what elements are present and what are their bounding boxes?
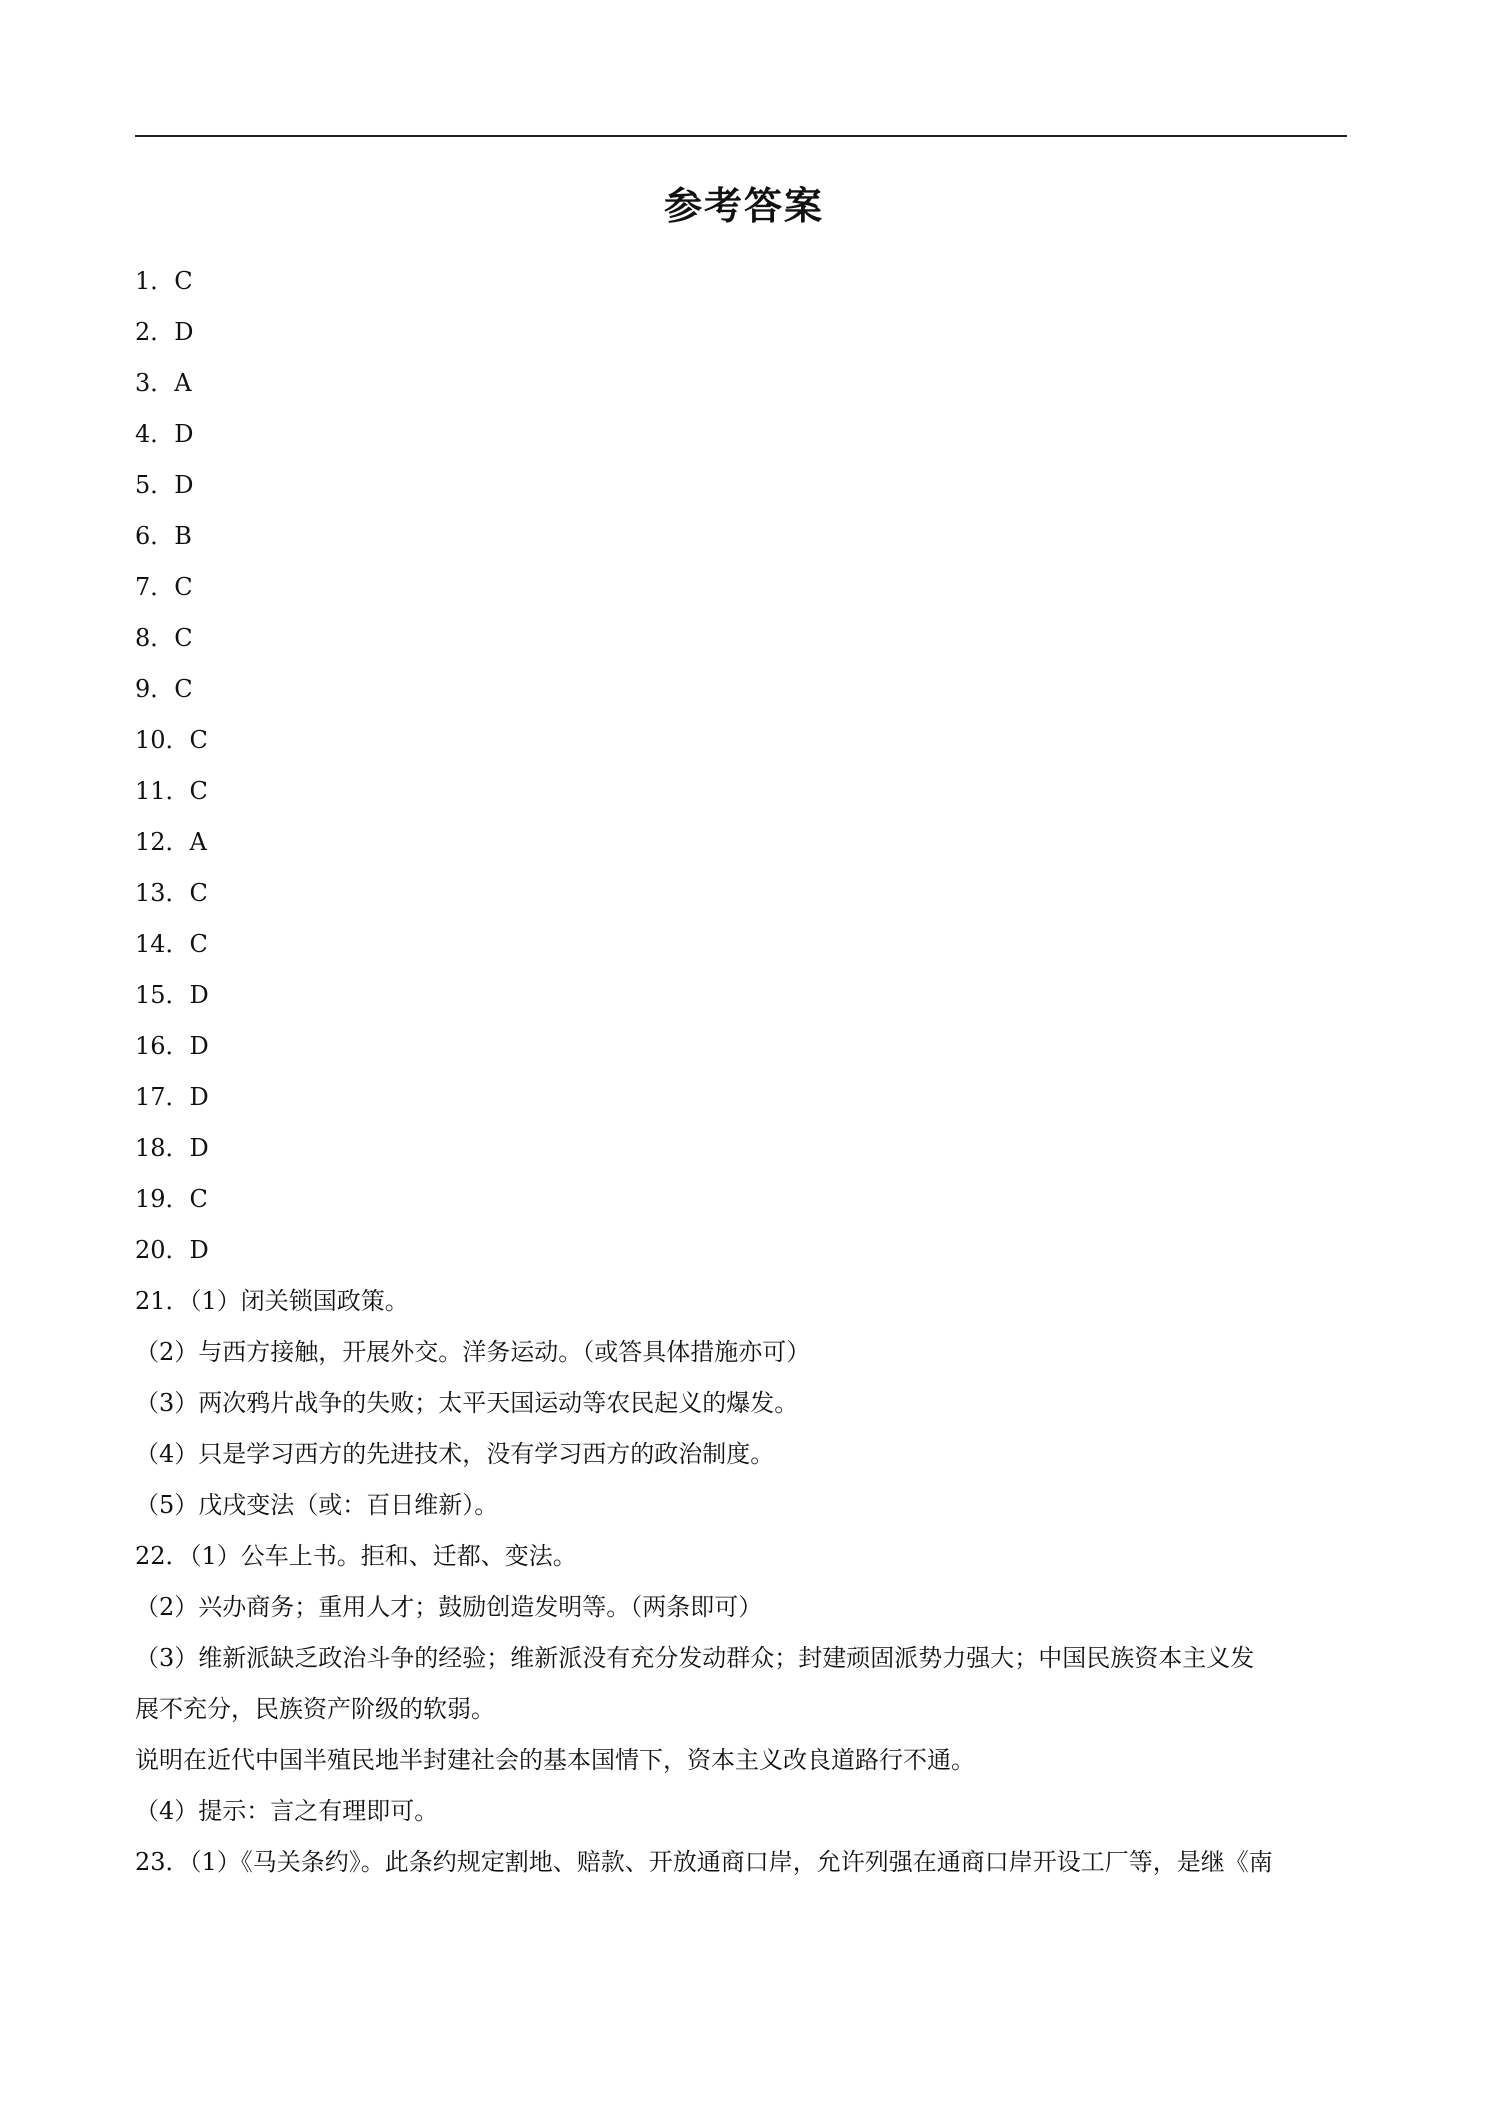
answer-item-9: 9．C (135, 675, 193, 703)
answer-item-19: 19．C (135, 1185, 208, 1213)
q22-part-3: （3）维新派缺乏政治斗争的经验；维新派没有充分发动群众；封建顽固派势力强大；中国民族资本主义发 (135, 1644, 1255, 1672)
answer-item-15: 15．D (135, 981, 209, 1009)
answer-list (135, 256, 1347, 1888)
answer-item-13: 13．C (135, 879, 208, 907)
q22-part-3-continued: 展不充分，民族资产阶级的软弱。 (135, 1695, 495, 1723)
q22-part-4: （4）提示：言之有理即可。 (135, 1797, 439, 1825)
answer-item-5: 5．D (135, 471, 194, 499)
q22-part-2: （2）兴办商务；重用人才；鼓励创造发明等。（两条即可） (135, 1593, 763, 1621)
answer-item-18: 18．D (135, 1134, 209, 1162)
q23-part-1: 23．（1）《马关条约》。此条约规定割地、赔款、开放通商口岸，允许列强在通商口岸开设工厂等，是继《南 (135, 1848, 1273, 1876)
answer-item-3: 3．A (135, 369, 192, 397)
answer-item-6: 6．B (135, 522, 192, 550)
q21-part-4: （4）只是学习西方的先进技术，没有学习西方的政治制度。 (135, 1440, 775, 1468)
q21-part-2: （2）与西方接触，开展外交。洋务运动。（或答具体措施亦可） (135, 1338, 811, 1366)
q22-part-1: 22．（1）公车上书。拒和、迁都、变法。 (135, 1542, 577, 1570)
answer-item-17: 17．D (135, 1083, 209, 1111)
answer-item-11: 11．C (135, 777, 208, 805)
answer-item-1: 1．C (135, 267, 193, 295)
q22-part-3-note: 说明在近代中国半殖民地半封建社会的基本国情下，资本主义改良道路行不通。 (135, 1746, 975, 1774)
answer-item-14: 14．C (135, 930, 208, 958)
answer-item-4: 4．D (135, 420, 194, 448)
q21-part-3: （3）两次鸦片战争的失败；太平天国运动等农民起义的爆发。 (135, 1389, 799, 1417)
answer-item-20: 20．D (135, 1236, 209, 1264)
answer-item-12: 12．A (135, 828, 207, 856)
answer-item-16: 16．D (135, 1032, 209, 1060)
header-rule (135, 135, 1347, 137)
q21-part-1: 21．（1）闭关锁国政策。 (135, 1287, 409, 1315)
page-title: 参考答案 (663, 184, 824, 228)
answer-item-7: 7．C (135, 573, 193, 601)
answer-item-2: 2．D (135, 318, 194, 346)
answer-item-10: 10．C (135, 726, 208, 754)
q21-part-5: （5）戊戌变法（或：百日维新）。 (135, 1491, 499, 1519)
answer-item-8: 8．C (135, 624, 193, 652)
